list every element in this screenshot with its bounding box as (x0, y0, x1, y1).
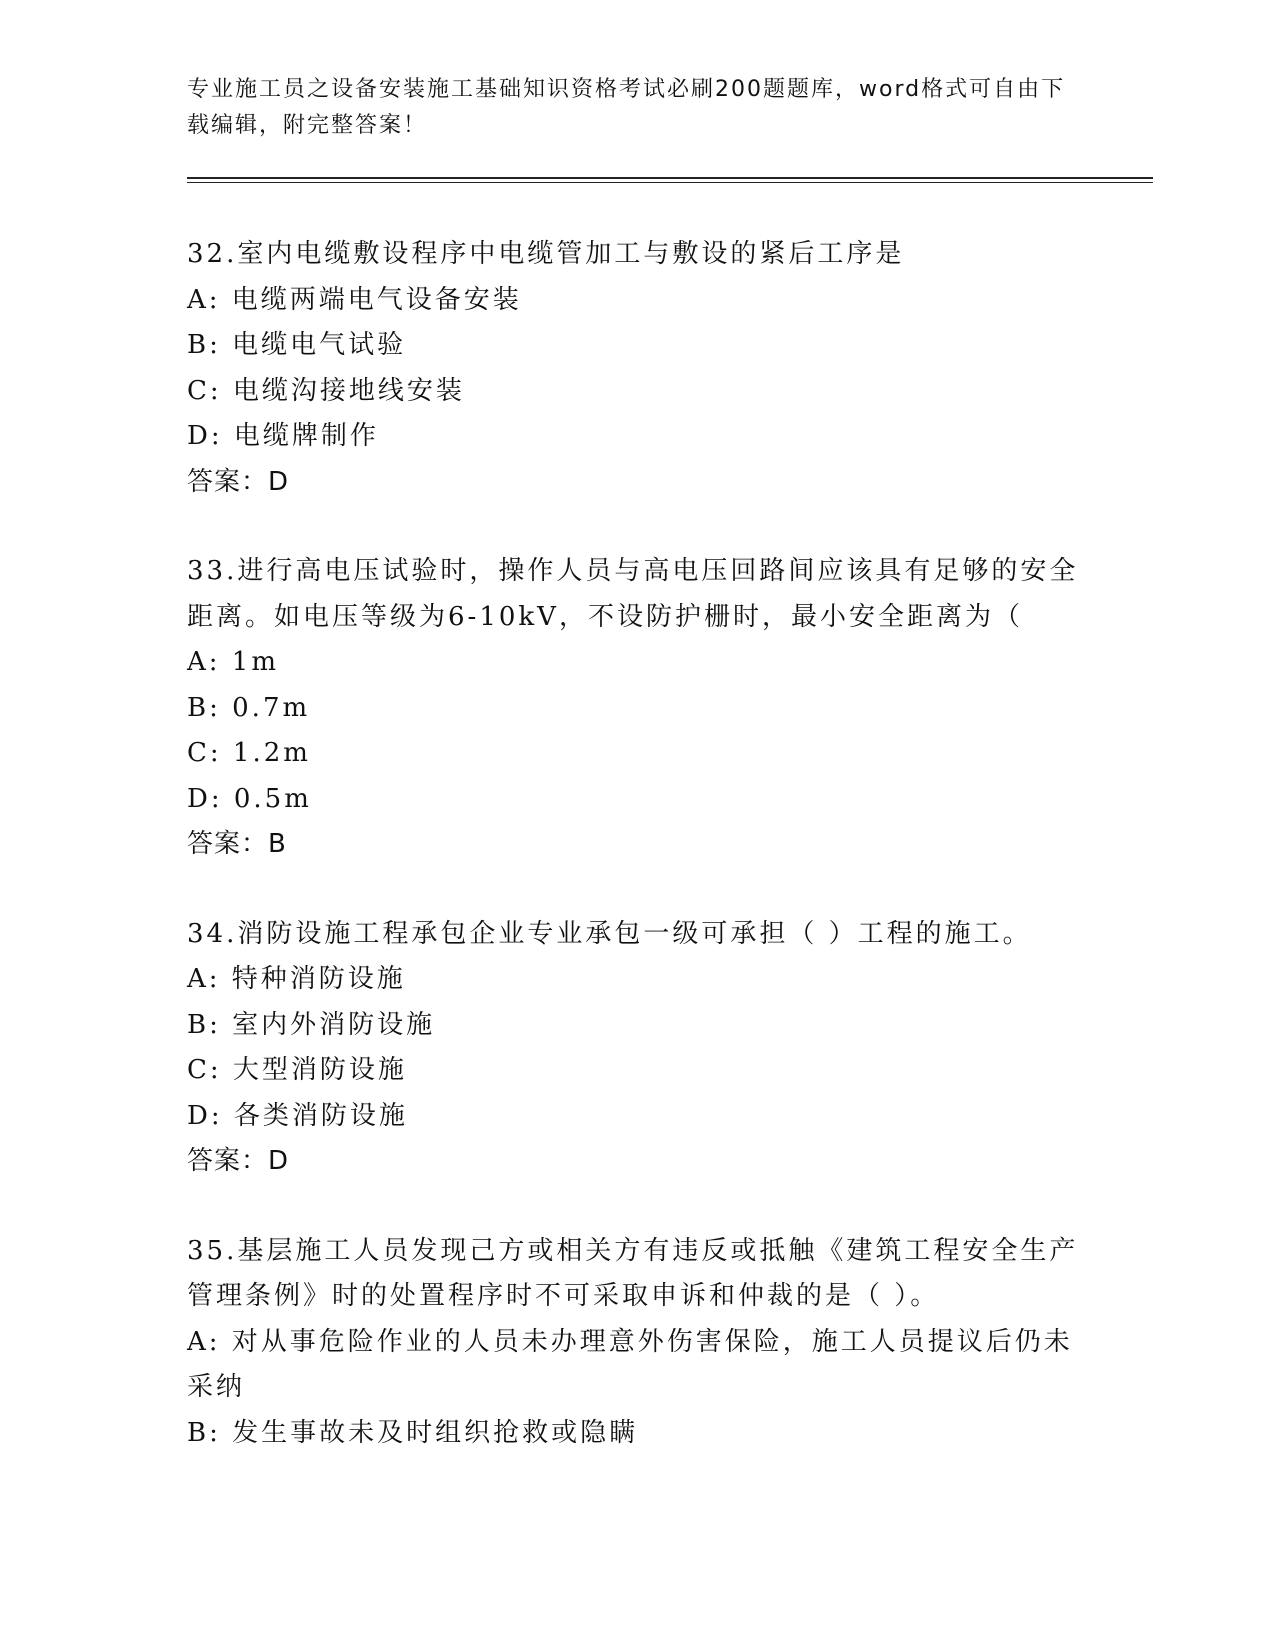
question-32 (187, 232, 1087, 505)
option-b: B: 0.7m (187, 692, 311, 723)
answer-label: 答案：D (187, 466, 290, 497)
header-divider-thick (187, 177, 1153, 179)
option-d: D: 各类消防设施 (187, 1100, 408, 1131)
question-list (187, 232, 1087, 1500)
option-d: D: 0.5m (187, 783, 312, 814)
question-stem-line-1: 33.进行高电压试验时，操作人员与高电压回路间应该具有足够的安全 (187, 556, 1079, 586)
document-header: 专业施工员之设备安装施工基础知识资格考试必刷200题题库，word格式可自由下载编辑，附完整答案！ (187, 77, 1066, 138)
option-d: D: 电缆牌制作 (187, 421, 379, 451)
answer-label: 答案：B (187, 829, 287, 859)
question-stem: 32.室内电缆敷设程序中电缆管加工与敷设的紧后工序是 (187, 239, 905, 269)
option-b: B: 室内外消防设施 (187, 1009, 436, 1040)
option-c: C: 电缆沟接地线安装 (187, 375, 465, 406)
option-a-continuation: 采纳 (187, 1372, 246, 1402)
option-a: A: 电缆两端电气设备安装 (187, 284, 522, 315)
option-b: B: 发生事故未及时组织抢救或隐瞒 (187, 1417, 639, 1448)
option-a: A: 1m (187, 647, 279, 677)
option-b: B: 电缆电气试验 (187, 330, 407, 360)
option-c: C: 1.2m (187, 738, 311, 768)
question-stem: 34.消防设施工程承包企业专业承包一级可承担（ ）工程的施工。 (187, 918, 1032, 949)
answer-label: 答案：D (187, 1146, 290, 1176)
question-stem-line-2: 距离。如电压等级为6-10kV，不设防护栅时，最小安全距离为（ (187, 601, 1023, 632)
question-stem-line-1: 35.基层施工人员发现己方或相关方有违反或抵触《建筑工程安全生产 (187, 1235, 1079, 1266)
option-a: A: 特种消防设施 (187, 964, 406, 994)
option-a: A: 对从事危险作业的人员未办理意外伤害保险，施工人员提议后仍未 (187, 1326, 1073, 1357)
question-33 (187, 549, 1087, 868)
question-34 (187, 912, 1087, 1185)
question-35 (187, 1229, 1087, 1457)
option-c: C: 大型消防设施 (187, 1055, 407, 1085)
question-stem-line-2: 管理条例》时的处置程序时不可采取申诉和仲裁的是（ ）。 (187, 1281, 940, 1311)
header-divider-thin (187, 182, 1153, 183)
